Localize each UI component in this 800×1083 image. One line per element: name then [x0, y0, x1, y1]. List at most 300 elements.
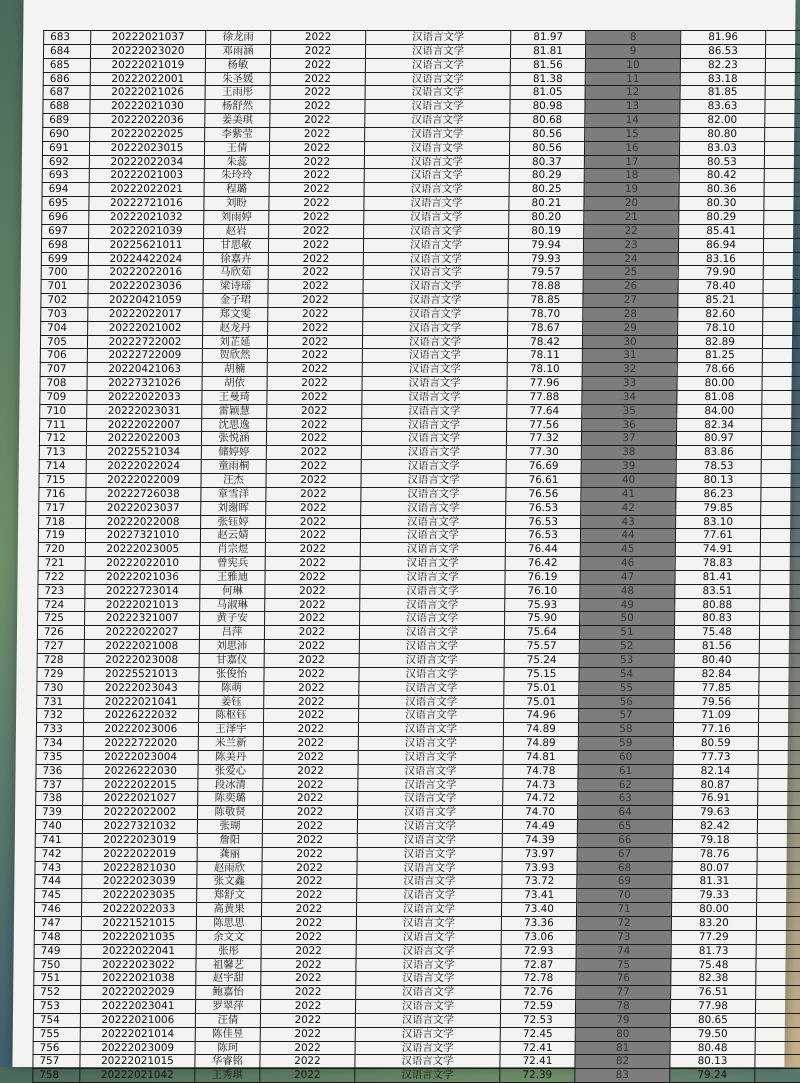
row-number-cell: 708: [40, 377, 87, 391]
score-cell: 74.89: [503, 723, 578, 737]
student-id-cell: 20222022007: [87, 418, 202, 432]
table-row: [40, 377, 800, 391]
table-row: [36, 792, 800, 806]
table-row: [38, 529, 800, 543]
major-cell: 汉语言文学: [363, 266, 508, 280]
student-name-cell: 张爱心: [198, 764, 263, 778]
major-cell: 汉语言文学: [361, 515, 506, 529]
rank-cell: 64: [578, 806, 673, 820]
student-name-cell: 金子珺: [203, 294, 268, 308]
row-number-cell: 697: [42, 224, 89, 238]
student-name-cell: 甘嘉仪: [199, 653, 264, 667]
rank-cell: 13: [585, 100, 680, 114]
rank-cell: 83: [575, 1069, 670, 1083]
row-number-cell: 739: [36, 806, 83, 820]
rank-cell: 21: [584, 210, 679, 224]
blank-cell: [760, 557, 800, 571]
blank-cell: [760, 612, 800, 626]
table-row: [40, 390, 800, 404]
table-row: [35, 889, 800, 903]
total-score-cell: 83.16: [678, 252, 763, 266]
blank-cell: [761, 501, 800, 515]
major-cell: 汉语言文学: [363, 321, 508, 335]
rank-cell: 9: [585, 44, 680, 58]
table-row: [41, 321, 800, 335]
student-id-cell: 20222022034: [89, 155, 204, 169]
student-name-cell: 张文鑫: [197, 875, 262, 889]
rank-cell: 60: [578, 750, 673, 764]
blank-cell: [761, 487, 800, 501]
grade-year-cell: 2022: [266, 474, 361, 488]
total-score-cell: 78.40: [678, 280, 763, 294]
total-score-cell: 79.18: [672, 833, 757, 847]
rank-cell: 71: [576, 903, 671, 917]
table-row: [39, 432, 800, 446]
row-number-cell: 712: [39, 432, 86, 446]
score-cell: 72.59: [500, 1000, 575, 1014]
table-row: [33, 1013, 800, 1027]
student-id-cell: 20227321010: [85, 529, 200, 543]
student-id-cell: 20222022025: [90, 127, 205, 141]
student-name-cell: 张钰婷: [201, 515, 266, 529]
score-cell: 80.29: [509, 169, 584, 183]
score-cell: 76.44: [505, 543, 580, 557]
table-row: [38, 598, 800, 612]
student-id-cell: 20222021042: [80, 1069, 195, 1083]
total-score-cell: 78.10: [678, 321, 763, 335]
student-id-cell: 20222821030: [82, 861, 197, 875]
score-cell: 72.53: [500, 1013, 575, 1027]
grade-year-cell: 2022: [268, 238, 363, 252]
rank-cell: 28: [583, 307, 678, 321]
grade-year-cell: 2022: [265, 612, 360, 626]
score-cell: 77.32: [506, 432, 581, 446]
student-id-cell: 20222021026: [90, 86, 205, 100]
rank-cell: 51: [579, 626, 674, 640]
row-number-cell: 753: [33, 1000, 80, 1014]
table-row: [37, 681, 800, 695]
table-row: [37, 653, 800, 667]
table-row: [33, 1041, 800, 1055]
blank-cell: [758, 723, 800, 737]
row-number-cell: 750: [34, 958, 81, 972]
score-cell: 78.88: [508, 280, 583, 294]
student-name-cell: 陈佳昱: [195, 1027, 260, 1041]
table-row: [34, 986, 800, 1000]
total-score-cell: 80.36: [679, 183, 764, 197]
row-number-cell: 740: [35, 820, 82, 834]
grade-year-cell: 2022: [267, 418, 362, 432]
row-number-cell: 718: [39, 515, 86, 529]
rank-cell: 32: [582, 363, 677, 377]
grade-year-cell: 2022: [265, 598, 360, 612]
major-cell: 汉语言文学: [361, 474, 506, 488]
score-cell: 80.68: [510, 114, 585, 128]
blank-cell: [764, 183, 800, 197]
score-cell: 73.93: [502, 861, 577, 875]
student-name-cell: 朱蕊: [204, 155, 269, 169]
score-cell: 78.70: [508, 307, 583, 321]
student-name-cell: 马欣茹: [203, 266, 268, 280]
blank-cell: [760, 543, 800, 557]
score-cell: 78.42: [507, 335, 582, 349]
total-score-cell: 78.83: [675, 557, 760, 571]
major-cell: 汉语言文学: [356, 903, 501, 917]
student-name-cell: 张彤: [196, 944, 261, 958]
total-score-cell: 85.41: [679, 224, 764, 238]
student-name-cell: 陈珂: [195, 1041, 260, 1055]
blank-cell: [764, 210, 800, 224]
row-number-cell: 756: [33, 1041, 80, 1055]
student-name-cell: 徐龙雨: [206, 31, 271, 45]
rank-cell: 78: [575, 1000, 670, 1014]
total-score-cell: 80.00: [677, 377, 762, 391]
score-cell: 75.57: [504, 640, 579, 654]
grade-year-cell: 2022: [263, 723, 358, 737]
student-id-cell: 20222722002: [87, 335, 202, 349]
total-score-cell: 75.48: [674, 626, 759, 640]
blank-cell: [756, 917, 800, 931]
student-name-cell: 王雨彤: [205, 86, 270, 100]
student-name-cell: 汪杰: [201, 474, 266, 488]
student-name-cell: 储婷婷: [201, 446, 266, 460]
row-number-cell: 719: [38, 529, 85, 543]
blank-cell: [763, 321, 800, 335]
rank-cell: 66: [577, 833, 672, 847]
total-score-cell: 76.51: [671, 986, 756, 1000]
student-name-cell: 刘思沛: [199, 640, 264, 654]
student-id-cell: 20222022017: [88, 307, 203, 321]
blank-cell: [765, 72, 800, 86]
rank-cell: 59: [578, 737, 673, 751]
total-score-cell: 77.85: [674, 681, 759, 695]
grade-year-cell: 2022: [269, 155, 364, 169]
student-name-cell: 华睿铭: [195, 1055, 260, 1069]
grade-year-cell: 2022: [264, 653, 359, 667]
blank-cell: [757, 861, 800, 875]
blank-cell: [758, 778, 800, 792]
major-cell: 汉语言文学: [355, 1055, 500, 1069]
grade-year-cell: 2022: [266, 515, 361, 529]
total-score-cell: 80.00: [671, 903, 756, 917]
row-number-cell: 734: [36, 737, 83, 751]
total-score-cell: 79.90: [678, 266, 763, 280]
row-number-cell: 743: [35, 861, 82, 875]
score-cell: 76.42: [505, 557, 580, 571]
row-number-cell: 723: [38, 584, 85, 598]
table-row: [39, 474, 800, 488]
grade-year-cell: 2022: [265, 543, 360, 557]
total-score-cell: 80.13: [670, 1055, 755, 1069]
rank-cell: 57: [579, 709, 674, 723]
student-id-cell: 20222022027: [84, 626, 199, 640]
grade-year-cell: 2022: [262, 833, 357, 847]
row-number-cell: 737: [36, 778, 83, 792]
row-number-cell: 704: [41, 321, 88, 335]
table-row: [44, 31, 800, 45]
total-score-cell: 78.66: [677, 363, 762, 377]
row-number-cell: 716: [39, 487, 86, 501]
score-cell: 74.96: [504, 709, 579, 723]
major-cell: 汉语言文学: [365, 72, 510, 86]
score-cell: 78.10: [507, 363, 582, 377]
row-number-cell: 702: [41, 294, 88, 308]
grade-year-cell: 2022: [266, 432, 361, 446]
student-id-cell: 20220421059: [88, 294, 203, 308]
table-row: [36, 764, 800, 778]
student-name-cell: 陈美丹: [198, 750, 263, 764]
total-score-cell: 80.40: [674, 653, 759, 667]
rank-cell: 25: [583, 266, 678, 280]
total-score-cell: 81.56: [674, 640, 759, 654]
grade-year-cell: 2022: [265, 557, 360, 571]
student-name-cell: 雷颖慧: [202, 404, 267, 418]
score-cell: 74.81: [503, 750, 578, 764]
student-name-cell: 赵宇甜: [196, 972, 261, 986]
blank-cell: [763, 307, 800, 321]
score-cell: 76.69: [506, 460, 581, 474]
student-name-cell: 童雨桐: [201, 460, 266, 474]
table-row: [36, 750, 800, 764]
rank-cell: 27: [583, 294, 678, 308]
student-id-cell: 20222021036: [85, 570, 200, 584]
total-score-cell: 82.38: [671, 972, 756, 986]
student-id-cell: 20226222030: [83, 764, 198, 778]
grade-year-cell: 2022: [264, 695, 359, 709]
table-row: [43, 114, 800, 128]
total-score-cell: 79.85: [676, 501, 761, 515]
grade-year-cell: 2022: [269, 141, 364, 155]
table-row: [41, 307, 800, 321]
rank-cell: 10: [585, 58, 680, 72]
row-number-cell: 701: [41, 280, 88, 294]
grade-year-cell: 2022: [265, 570, 360, 584]
printed-page: [12, 0, 795, 1082]
total-score-cell: 71.09: [674, 709, 759, 723]
row-number-cell: 725: [38, 612, 85, 626]
score-cell: 72.76: [501, 986, 576, 1000]
major-cell: 汉语言文学: [356, 958, 501, 972]
score-cell: 75.64: [504, 626, 579, 640]
major-cell: 汉语言文学: [358, 806, 503, 820]
student-name-cell: 吕萍: [199, 626, 264, 640]
grade-year-cell: 2022: [267, 390, 362, 404]
row-number-cell: 709: [40, 390, 87, 404]
blank-cell: [764, 169, 800, 183]
table-row: [34, 903, 800, 917]
table-row: [43, 127, 800, 141]
rank-cell: 36: [582, 418, 677, 432]
student-id-cell: 20222022001: [90, 72, 205, 86]
total-score-cell: 82.89: [677, 335, 762, 349]
total-score-cell: 81.96: [681, 31, 766, 45]
total-score-cell: 86.94: [678, 238, 763, 252]
student-id-cell: 20222021030: [90, 100, 205, 114]
table-row: [35, 861, 800, 875]
row-number-cell: 687: [43, 86, 90, 100]
score-cell: 80.25: [509, 183, 584, 197]
student-id-cell: 20222726038: [86, 487, 201, 501]
row-number-cell: 714: [39, 460, 86, 474]
student-name-cell: 朱玲玲: [204, 169, 269, 183]
table-row: [43, 100, 800, 114]
student-id-cell: 20222022019: [82, 847, 197, 861]
blank-cell: [759, 653, 800, 667]
student-id-cell: 20227321032: [82, 820, 197, 834]
score-cell: 73.40: [501, 903, 576, 917]
major-cell: 汉语言文学: [359, 626, 504, 640]
rank-cell: 11: [585, 72, 680, 86]
rank-cell: 74: [576, 944, 671, 958]
total-score-cell: 83.86: [676, 446, 761, 460]
table-row: [42, 141, 800, 155]
rank-cell: 65: [577, 820, 672, 834]
major-cell: 汉语言文学: [364, 141, 509, 155]
total-score-cell: 78.53: [676, 460, 761, 474]
student-name-cell: 徐嘉卉: [203, 252, 268, 266]
table-row: [43, 72, 800, 86]
rank-cell: 54: [579, 667, 674, 681]
grade-year-cell: 2022: [266, 446, 361, 460]
blank-cell: [762, 349, 800, 363]
row-number-cell: 707: [40, 363, 87, 377]
score-cell: 73.97: [502, 847, 577, 861]
major-cell: 汉语言文学: [362, 335, 507, 349]
student-name-cell: 朱圣媛: [205, 72, 270, 86]
student-id-cell: 20222023022: [81, 958, 196, 972]
major-cell: 汉语言文学: [365, 86, 510, 100]
student-name-cell: 王曼琦: [202, 390, 267, 404]
rank-cell: 52: [579, 640, 674, 654]
score-cell: 72.41: [500, 1055, 575, 1069]
student-name-cell: 赵云婧: [200, 529, 265, 543]
blank-cell: [755, 1041, 800, 1055]
total-score-cell: 80.30: [679, 197, 764, 211]
total-score-cell: 79.24: [670, 1069, 755, 1083]
score-cell: 75.01: [504, 681, 579, 695]
blank-cell: [764, 197, 800, 211]
row-number-cell: 698: [41, 238, 88, 252]
grade-year-cell: 2022: [270, 114, 365, 128]
table-row: [40, 418, 800, 432]
blank-cell: [764, 224, 800, 238]
total-score-cell: 83.10: [676, 515, 761, 529]
student-id-cell: 20220421063: [87, 363, 202, 377]
table-row: [34, 944, 800, 958]
rank-cell: 15: [585, 127, 680, 141]
major-cell: 汉语言文学: [356, 986, 501, 1000]
rank-cell: 17: [584, 155, 679, 169]
student-id-cell: 20222023041: [80, 1000, 195, 1014]
student-id-cell: 20222023037: [86, 501, 201, 515]
table-row: [39, 487, 800, 501]
row-number-cell: 747: [34, 917, 81, 931]
score-cell: 72.93: [501, 944, 576, 958]
blank-cell: [758, 764, 800, 778]
student-name-cell: 汪倩: [195, 1013, 260, 1027]
major-cell: 汉语言文学: [365, 44, 510, 58]
student-id-cell: 20222021032: [89, 210, 204, 224]
row-number-cell: 688: [43, 100, 90, 114]
table-row: [42, 183, 800, 197]
score-cell: 74.70: [503, 806, 578, 820]
major-cell: 汉语言文学: [356, 944, 501, 958]
blank-cell: [760, 598, 800, 612]
grade-year-cell: 2022: [267, 335, 362, 349]
score-cell: 72.87: [501, 958, 576, 972]
row-number-cell: 713: [39, 446, 86, 460]
score-cell: 74.78: [503, 764, 578, 778]
row-number-cell: 721: [38, 557, 85, 571]
grade-year-cell: 2022: [261, 972, 356, 986]
table-row: [41, 266, 800, 280]
major-cell: 汉语言文学: [358, 792, 503, 806]
student-id-cell: 20222021015: [80, 1055, 195, 1069]
student-id-cell: 20222023020: [90, 44, 205, 58]
blank-cell: [762, 390, 800, 404]
total-score-cell: 83.03: [679, 141, 764, 155]
row-number-cell: 685: [43, 58, 90, 72]
score-cell: 72.39: [500, 1069, 575, 1083]
total-score-cell: 77.16: [673, 723, 758, 737]
grade-year-cell: 2022: [263, 764, 358, 778]
student-name-cell: 李紫莹: [205, 127, 270, 141]
table-row: [34, 930, 800, 944]
major-cell: 汉语言文学: [362, 404, 507, 418]
major-cell: 汉语言文学: [361, 501, 506, 515]
blank-cell: [759, 626, 800, 640]
score-cell: 80.56: [510, 127, 585, 141]
row-number-cell: 700: [41, 266, 88, 280]
table-row: [40, 335, 800, 349]
major-cell: 汉语言文学: [356, 930, 501, 944]
blank-cell: [756, 972, 800, 986]
blank-cell: [762, 335, 800, 349]
student-id-cell: 20222023019: [82, 833, 197, 847]
student-name-cell: 何琳: [200, 584, 265, 598]
major-cell: 汉语言文学: [359, 695, 504, 709]
grade-year-cell: 2022: [263, 806, 358, 820]
rank-cell: 16: [584, 141, 679, 155]
major-cell: 汉语言文学: [360, 543, 505, 557]
row-number-cell: 715: [39, 474, 86, 488]
student-name-cell: 梁诗瑶: [203, 280, 268, 294]
blank-cell: [763, 238, 800, 252]
score-cell: 75.24: [504, 653, 579, 667]
total-score-cell: 80.97: [676, 432, 761, 446]
row-number-cell: 757: [33, 1055, 80, 1069]
row-number-cell: 758: [33, 1069, 80, 1083]
major-cell: 汉语言文学: [362, 363, 507, 377]
student-id-cell: 20221521015: [81, 917, 196, 931]
blank-cell: [760, 570, 800, 584]
table-row: [34, 972, 800, 986]
major-cell: 汉语言文学: [358, 737, 503, 751]
total-score-cell: 84.00: [677, 404, 762, 418]
grade-year-cell: 2022: [260, 1041, 355, 1055]
total-score-cell: 82.42: [672, 820, 757, 834]
student-id-cell: 20222023039: [82, 875, 197, 889]
table-row: [39, 446, 800, 460]
table-row: [38, 584, 800, 598]
major-cell: 汉语言文学: [357, 861, 502, 875]
student-name-cell: 赵雨欣: [197, 861, 262, 875]
major-cell: 汉语言文学: [364, 210, 509, 224]
blank-cell: [761, 474, 800, 488]
score-cell: 74.73: [503, 778, 578, 792]
student-name-cell: 赵龙丹: [203, 321, 268, 335]
row-number-cell: 694: [42, 183, 89, 197]
